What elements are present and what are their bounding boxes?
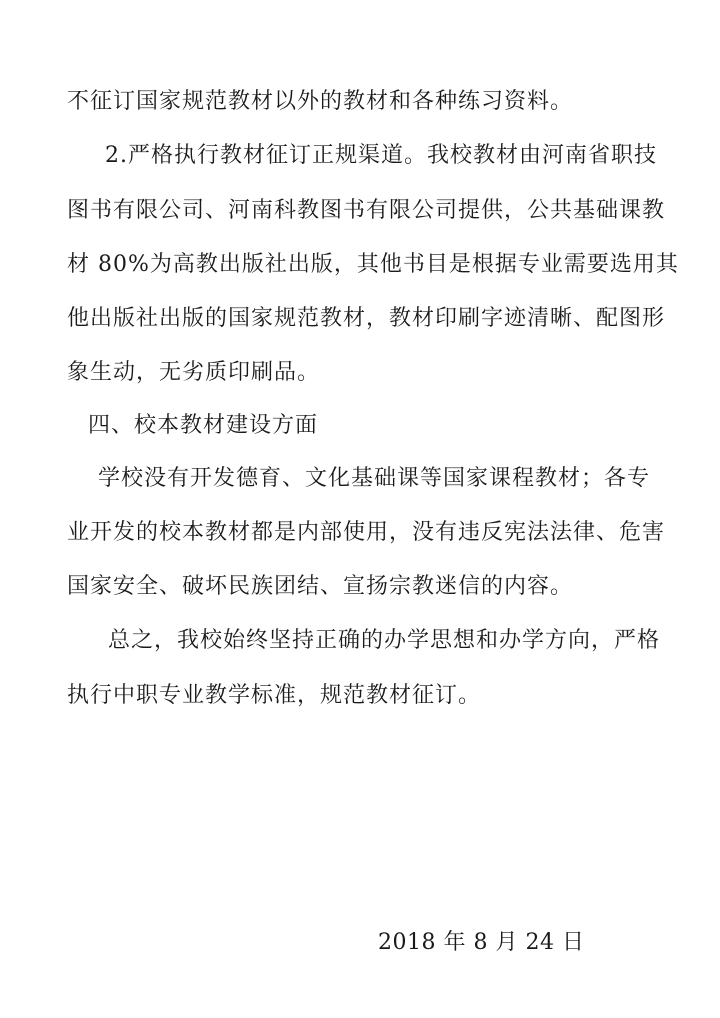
paragraph-line: 国家安全、破坏民族团结、宣扬宗教迷信的内容。 (67, 574, 574, 599)
paragraph-line: 总之，我校始终坚持正确的办学思想和办学方向，严格 (108, 628, 661, 653)
paragraph-line: 2.严格执行教材征订正规渠道。我校教材由河南省职技 (105, 143, 657, 168)
paragraph-line: 他出版社出版的国家规范教材，教材印刷字迹清晰、配图形 (67, 306, 666, 331)
paragraph-line: 执行中职专业教学标准，规范教材征订。 (67, 683, 482, 708)
section-heading: 四、校本教材建设方面 (88, 413, 319, 438)
document-date: 2018 年 8 月 24 日 (378, 930, 585, 955)
paragraph-line: 图书有限公司、河南科教图书有限公司提供，公共基础课教 (67, 198, 666, 223)
paragraph-line: 不征订国家规范教材以外的教材和各种练习资料。 (67, 89, 574, 114)
paragraph-line: 材 80%为高教出版社出版，其他书目是根据专业需要选用其 (67, 252, 679, 277)
paragraph-line: 象生动，无劣质印刷品。 (67, 360, 321, 385)
paragraph-line: 学校没有开发德育、文化基础课等国家课程教材；各专 (98, 466, 651, 491)
paragraph-line: 业开发的校本教材都是内部使用，没有违反宪法法律、危害 (67, 520, 666, 545)
